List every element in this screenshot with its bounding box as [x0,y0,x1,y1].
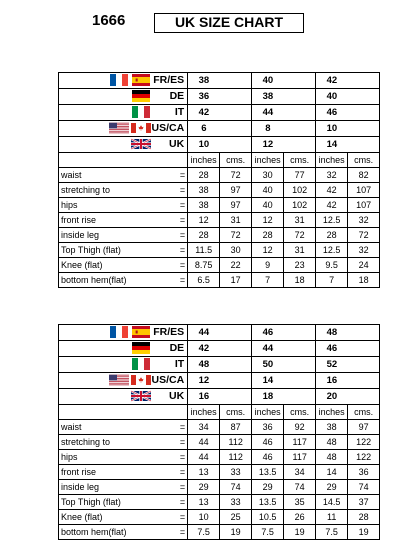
flag-cell [59,73,152,89]
size-value: 18 [252,389,284,405]
flag-cell [59,357,152,373]
uk-flag-icon [131,390,151,402]
ca-flag-icon [131,374,151,386]
country-code: UK [152,389,188,405]
value-inches: 12 [188,213,220,228]
value-cms: 35 [284,495,316,510]
value-cms: 19 [220,525,252,540]
measurement-row-bottom-hem-flat [59,525,380,540]
unit-inches: inches [188,153,220,168]
value-inches: 29 [252,480,284,495]
size-row-it [59,357,380,373]
value-cms: 72 [220,228,252,243]
value-inches: 13.5 [252,465,284,480]
country-code: UK [152,137,188,153]
value-cms: 31 [284,243,316,258]
value-cms: 87 [220,420,252,435]
measurement-label: waist [59,420,152,435]
measurement-label: front rise [59,213,152,228]
value-inches: 42 [316,198,348,213]
size-row-fr-es [59,325,380,341]
size-value: 42 [188,105,220,121]
value-cms: 18 [284,273,316,288]
value-cms: 102 [284,198,316,213]
measurement-row-top-thigh-flat [59,495,380,510]
flag-cell [59,105,152,121]
de-flag-icon [131,90,151,102]
size-value: 38 [252,89,284,105]
value-cms: 36 [348,465,380,480]
measurement-label: bottom hem(flat) [59,273,152,288]
value-cms: 122 [348,450,380,465]
size-value-spacer [348,121,380,137]
size-value-spacer [220,325,252,341]
size-value: 16 [188,389,220,405]
size-value-spacer [220,137,252,153]
size-value: 6 [188,121,220,137]
measurement-label: stretching to [59,183,152,198]
value-inches: 29 [316,480,348,495]
ca-flag-icon [131,122,151,134]
measurement-label: inside leg [59,228,152,243]
size-value: 46 [316,341,348,357]
value-cms: 74 [348,480,380,495]
value-inches: 9.5 [316,258,348,273]
equals-sign: = [152,258,188,273]
measurement-row-inside-leg [59,228,380,243]
flag-cell [59,89,152,105]
value-cms: 31 [284,213,316,228]
size-value: 14 [252,373,284,389]
size-value: 40 [252,73,284,89]
value-inches: 29 [188,480,220,495]
value-inches: 13 [188,465,220,480]
size-value-spacer [348,341,380,357]
value-inches: 34 [188,420,220,435]
value-cms: 72 [220,168,252,183]
size-value: 44 [188,325,220,341]
size-row-uk [59,137,380,153]
measurement-row-knee-flat [59,258,380,273]
flag-cell [59,121,152,137]
value-inches: 42 [316,183,348,198]
equals-sign: = [152,183,188,198]
value-inches: 10 [188,510,220,525]
size-value-spacer [220,73,252,89]
value-inches: 12.5 [316,243,348,258]
size-value-spacer [284,89,316,105]
unit-row [59,153,380,168]
es-flag-icon [131,326,151,338]
unit-cms: cms. [348,153,380,168]
value-inches: 13.5 [252,495,284,510]
size-value-spacer [348,105,380,121]
value-inches: 48 [316,450,348,465]
measurement-row-hips [59,198,380,213]
equals-sign: = [152,420,188,435]
size-value-spacer [348,325,380,341]
size-row-us-ca [59,121,380,137]
product-code: 1666 [92,12,126,29]
es-flag-icon [131,74,151,86]
value-inches: 28 [188,228,220,243]
size-value: 42 [188,341,220,357]
size-value: 44 [252,341,284,357]
size-value-spacer [284,325,316,341]
value-cms: 107 [348,183,380,198]
value-cms: 22 [220,258,252,273]
size-value: 52 [316,357,348,373]
measurement-label: waist [59,168,152,183]
unit-cms: cms. [220,405,252,420]
unit-row-blank [59,405,188,420]
value-cms: 122 [348,435,380,450]
value-cms: 19 [348,525,380,540]
measurement-row-stretching-to [59,435,380,450]
unit-inches: inches [316,405,348,420]
size-value: 48 [316,325,348,341]
equals-sign: = [152,228,188,243]
value-cms: 17 [220,273,252,288]
size-value-spacer [348,373,380,389]
value-inches: 38 [316,420,348,435]
value-inches: 28 [316,228,348,243]
size-chart-table [58,324,380,540]
size-row-it [59,105,380,121]
value-inches: 7 [252,273,284,288]
value-inches: 38 [188,198,220,213]
value-inches: 9 [252,258,284,273]
size-value: 36 [188,89,220,105]
size-value-spacer [284,341,316,357]
equals-sign: = [152,495,188,510]
value-cms: 117 [284,450,316,465]
value-cms: 112 [220,435,252,450]
size-value: 50 [252,357,284,373]
unit-inches: inches [316,153,348,168]
size-value: 8 [252,121,284,137]
value-inches: 36 [252,420,284,435]
value-cms: 19 [284,525,316,540]
value-inches: 46 [252,450,284,465]
country-code: FR/ES [152,325,188,341]
country-code: US/CA [152,121,188,137]
value-inches: 7.5 [188,525,220,540]
size-value: 48 [188,357,220,373]
size-value-spacer [284,357,316,373]
size-value: 12 [252,137,284,153]
value-inches: 30 [252,168,284,183]
it-flag-icon [131,358,151,370]
unit-row [59,405,380,420]
value-cms: 32 [348,243,380,258]
value-cms: 97 [348,420,380,435]
value-inches: 12 [252,243,284,258]
value-cms: 31 [220,213,252,228]
value-inches: 8.75 [188,258,220,273]
size-chart-table [58,72,380,288]
size-value: 16 [316,373,348,389]
fr-flag-icon [109,326,129,338]
measurement-row-front-rise [59,465,380,480]
value-cms: 82 [348,168,380,183]
value-cms: 24 [348,258,380,273]
size-row-de [59,341,380,357]
size-value-spacer [284,73,316,89]
measurement-label: Top Thigh (flat) [59,495,152,510]
value-cms: 34 [284,465,316,480]
value-cms: 72 [284,228,316,243]
unit-inches: inches [188,405,220,420]
unit-cms: cms. [284,153,316,168]
value-cms: 25 [220,510,252,525]
size-value: 10 [188,137,220,153]
value-inches: 32 [316,168,348,183]
size-value-spacer [284,389,316,405]
equals-sign: = [152,525,188,540]
value-inches: 40 [252,198,284,213]
it-flag-icon [131,106,151,118]
size-value-spacer [220,121,252,137]
us-flag-icon [109,374,129,386]
country-code: DE [152,89,188,105]
equals-sign: = [152,450,188,465]
measurement-row-bottom-hem-flat [59,273,380,288]
size-value: 40 [316,89,348,105]
value-cms: 26 [284,510,316,525]
size-value-spacer [284,121,316,137]
measurement-row-stretching-to [59,183,380,198]
value-cms: 33 [220,495,252,510]
unit-inches: inches [252,405,284,420]
equals-sign: = [152,198,188,213]
measurement-row-front-rise [59,213,380,228]
size-value-spacer [348,357,380,373]
value-inches: 12.5 [316,213,348,228]
flag-cell [59,373,152,389]
country-code: IT [152,357,188,373]
unit-cms: cms. [220,153,252,168]
country-code: DE [152,341,188,357]
value-inches: 44 [188,450,220,465]
size-value: 10 [316,121,348,137]
flag-cell [59,325,152,341]
value-inches: 11.5 [188,243,220,258]
size-value: 46 [316,105,348,121]
measurement-row-waist [59,168,380,183]
equals-sign: = [152,213,188,228]
unit-cms: cms. [284,405,316,420]
equals-sign: = [152,465,188,480]
value-inches: 46 [252,435,284,450]
measurement-label: bottom hem(flat) [59,525,152,540]
size-value: 44 [252,105,284,121]
size-value-spacer [348,89,380,105]
unit-inches: inches [252,153,284,168]
value-cms: 117 [284,435,316,450]
measurement-row-hips [59,450,380,465]
equals-sign: = [152,273,188,288]
value-cms: 97 [220,183,252,198]
size-value-spacer [284,137,316,153]
value-inches: 14 [316,465,348,480]
size-value-spacer [220,341,252,357]
value-cms: 74 [220,480,252,495]
value-inches: 44 [188,435,220,450]
measurement-row-inside-leg [59,480,380,495]
size-value-spacer [348,137,380,153]
size-value-spacer [220,89,252,105]
measurement-label: Knee (flat) [59,510,152,525]
flag-cell [59,389,152,405]
unit-cms: cms. [348,405,380,420]
size-value-spacer [284,373,316,389]
measurement-row-waist [59,420,380,435]
size-value-spacer [220,389,252,405]
measurement-label: hips [59,450,152,465]
size-value: 42 [316,73,348,89]
size-row-uk [59,389,380,405]
value-inches: 28 [252,228,284,243]
de-flag-icon [131,342,151,354]
size-value: 46 [252,325,284,341]
value-cms: 74 [284,480,316,495]
value-inches: 6.5 [188,273,220,288]
value-inches: 13 [188,495,220,510]
chart-title: UK SIZE CHART [154,13,304,33]
value-inches: 14.5 [316,495,348,510]
measurement-row-top-thigh-flat [59,243,380,258]
value-cms: 37 [348,495,380,510]
flag-cell [59,137,152,153]
size-row-fr-es [59,73,380,89]
measurement-label: Top Thigh (flat) [59,243,152,258]
equals-sign: = [152,510,188,525]
size-value-spacer [348,73,380,89]
measurement-label: inside leg [59,480,152,495]
value-cms: 77 [284,168,316,183]
equals-sign: = [152,168,188,183]
size-row-de [59,89,380,105]
value-inches: 40 [252,183,284,198]
uk-flag-icon [131,138,151,150]
measurement-row-knee-flat [59,510,380,525]
value-cms: 23 [284,258,316,273]
value-cms: 102 [284,183,316,198]
value-inches: 7.5 [252,525,284,540]
unit-row-blank [59,153,188,168]
country-code: IT [152,105,188,121]
value-inches: 38 [188,183,220,198]
value-inches: 7 [316,273,348,288]
country-code: US/CA [152,373,188,389]
us-flag-icon [109,122,129,134]
equals-sign: = [152,435,188,450]
value-inches: 12 [252,213,284,228]
value-inches: 28 [188,168,220,183]
size-row-us-ca [59,373,380,389]
size-value: 38 [188,73,220,89]
value-cms: 30 [220,243,252,258]
value-inches: 7.5 [316,525,348,540]
size-value: 14 [316,137,348,153]
value-cms: 32 [348,213,380,228]
country-code: FR/ES [152,73,188,89]
measurement-label: hips [59,198,152,213]
size-value-spacer [220,357,252,373]
value-cms: 28 [348,510,380,525]
measurement-label: stretching to [59,435,152,450]
value-cms: 18 [348,273,380,288]
equals-sign: = [152,480,188,495]
size-value-spacer [220,105,252,121]
value-inches: 11 [316,510,348,525]
value-inches: 48 [316,435,348,450]
equals-sign: = [152,243,188,258]
size-value-spacer [284,105,316,121]
size-value: 12 [188,373,220,389]
value-inches: 10.5 [252,510,284,525]
flag-cell [59,341,152,357]
value-cms: 33 [220,465,252,480]
size-value-spacer [348,389,380,405]
value-cms: 107 [348,198,380,213]
size-value-spacer [220,373,252,389]
fr-flag-icon [109,74,129,86]
value-cms: 97 [220,198,252,213]
size-value: 20 [316,389,348,405]
measurement-label: front rise [59,465,152,480]
value-cms: 72 [348,228,380,243]
value-cms: 92 [284,420,316,435]
measurement-label: Knee (flat) [59,258,152,273]
value-cms: 112 [220,450,252,465]
